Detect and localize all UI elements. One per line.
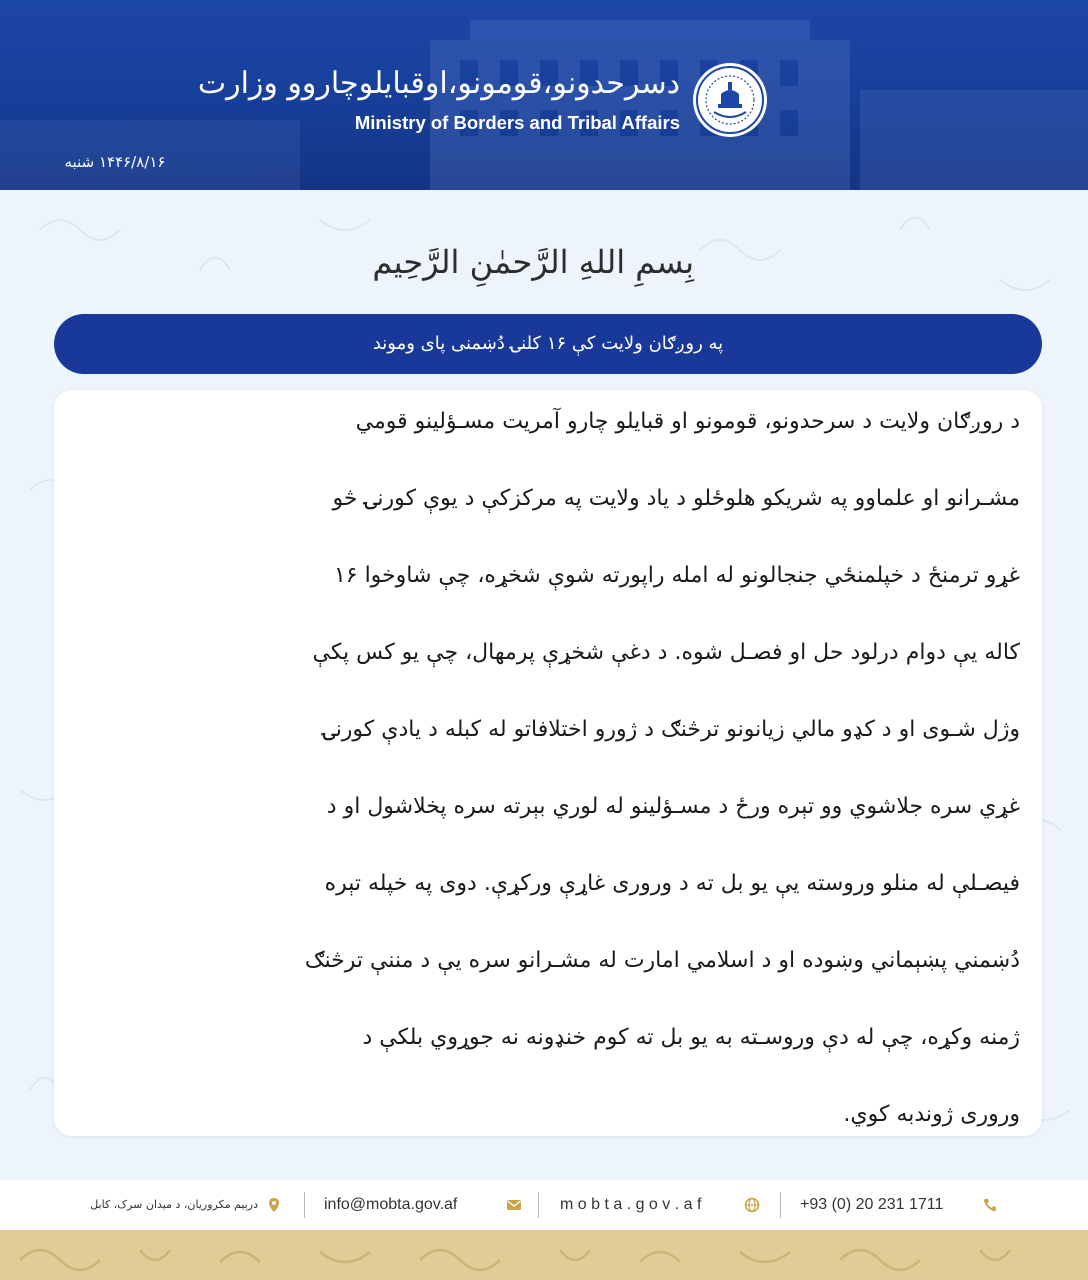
- article-line: غړو ترمنځ د خپلمنځي جنجالونو له امله راپورته شوې شخړه، چې شاوخوا ۱۶: [333, 563, 1020, 588]
- article-line: مشـرانو او علماوو په شریکو هلوځلو د یاد ولایت په مرکزکې د یوې کورنۍ څو: [332, 486, 1020, 511]
- email-link[interactable]: info@mobta.gov.af: [324, 1196, 458, 1213]
- article-line: کاله یې دوام درلود حل او فصـل شوه. د دغې شخړې پرمهال، چې یو کس پکې: [312, 640, 1020, 665]
- article-line: وژل شـوی او د کډو مالي زیانونو ترڅنګ د ژورو اختلافاتو له کبله د یادې کورنۍ: [322, 717, 1020, 742]
- email-icon: [506, 1197, 522, 1213]
- footer-divider: [538, 1192, 539, 1218]
- article-line: دُښمني پښېماني وښوده او د اسلامي امارت له مشـرانو سره یې د مننې ترڅنګ: [304, 948, 1020, 973]
- article-line: د روږګان ولایت د سرحدونو، قومونو او قبایلو چارو آمریت مسـؤلینو قومي: [355, 409, 1020, 434]
- calligraphy-band-pattern: [0, 1230, 1088, 1280]
- globe-icon: [744, 1197, 760, 1213]
- decorative-bottom-band: [0, 1230, 1088, 1280]
- article-line: وروری ژوندبه کوي.: [843, 1102, 1020, 1127]
- footer-divider: [780, 1192, 781, 1218]
- ministry-name-english: Ministry of Borders and Tribal Affairs: [354, 112, 680, 133]
- publication-date: ۱۴۴۶/۸/۱۶ شنبه: [64, 153, 166, 171]
- header-banner: [0, 0, 1088, 190]
- contact-footer: [0, 1180, 1088, 1230]
- article-line: ژمنه وکړه، چې له دې وروسـته به یو بل ته کوم خنډونه نه جوړوي بلکې د: [362, 1025, 1020, 1050]
- phone-icon: [982, 1197, 998, 1213]
- article-body: [74, 392, 1020, 1162]
- ministry-name-pashto: دسرحدونو،قومونو،اوقبایلوچاروو وزارت: [197, 66, 680, 101]
- location-pin-icon: [266, 1197, 282, 1213]
- basmala-heading: بِسمِ اللهِ الرَّحمٰنِ الرَّحِيم: [372, 243, 694, 281]
- phone-number[interactable]: +93 (0) 20 231 1711: [800, 1196, 944, 1213]
- website-link[interactable]: m o b t a . g o v . a f: [560, 1196, 702, 1213]
- address-text: درېیم مکروریان، د میدان سرک، کابل: [90, 1198, 258, 1211]
- article-line: غړي سره جلاشوي وو تېره ورځ د مسـؤلینو له لوري بېرته سره پخلاشول او د: [326, 794, 1020, 819]
- news-title-banner: په روږګان ولایت کې ۱۶ کلنۍ دُښمنی پای وموند: [54, 314, 1042, 374]
- article-line: فیصـلې له منلو وروسته یې یو بل ته د وروری غاړې ورکړې. دوی په خپله تېره: [324, 871, 1020, 896]
- footer-divider: [304, 1192, 305, 1218]
- ministry-seal-icon: [692, 62, 768, 138]
